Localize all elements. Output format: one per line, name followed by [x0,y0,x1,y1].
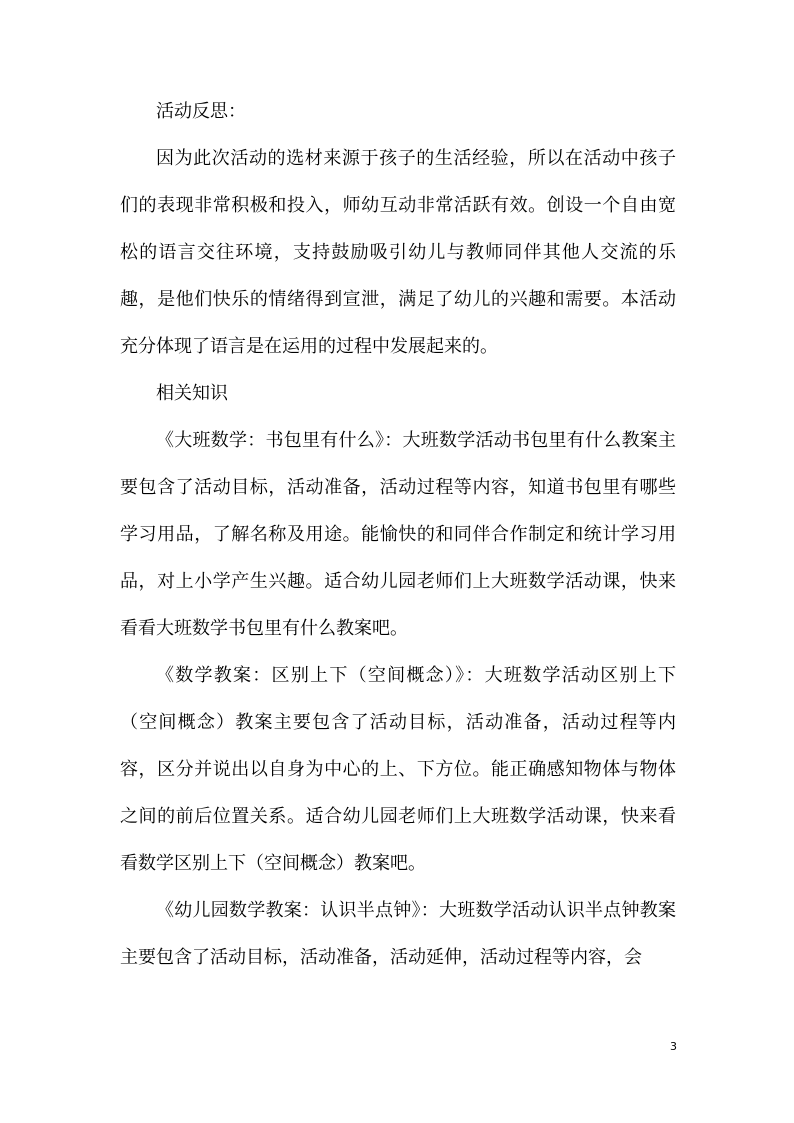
section-heading-reflection: 活动反思： [156,101,246,122]
document-body [120,88,676,981]
reflection-paragraph: 因为此次活动的选材来源于孩子的生活经验，所以在活动中孩子们的表现非常积极和投入，师幼互动非常活跃有效。创设一个自由宽松的语言交往环境，支持鼓励吸引幼儿与教师同伴其他人交流的乐趣，是他们快乐的情绪得到宣泄，满足了幼儿的兴趣和需要。本活动充分体现了语言是在运用的过程中发展起来的。 [120,148,676,357]
related-paragraph-up-down: 《数学教案：区别上下（空间概念）》：大班数学活动区别上下（空间概念）教案主要包含了活动目标，活动准备，活动过程等内容，区分并说出以自身为中心的上、下方位。能正确感知物体与物体之间的前后位置关系。适合幼儿园老师们上大班数学活动课，快来看看数学区别上下（空间概念）教案吧。 [120,665,676,874]
related-paragraph-half-hour: 《幼儿园数学教案：认识半点钟》：大班数学活动认识半点钟教案主要包含了活动目标，活动准备，活动延伸，活动过程等内容，会 [120,900,676,968]
section-heading-related-knowledge: 相关知识 [156,383,228,404]
related-paragraph-schoolbag: 《大班数学：书包里有什么》：大班数学活动书包里有什么教案主要包含了活动目标，活动准备，活动过程等内容，知道书包里有哪些学习用品，了解名称及用途。能愉快的和同伴合作制定和统计学习用品，对上小学产生兴趣。适合幼儿园老师们上大班数学活动课，快来看看大班数学书包里有什么教案吧。 [120,430,676,639]
page-number: 3 [670,1040,677,1053]
